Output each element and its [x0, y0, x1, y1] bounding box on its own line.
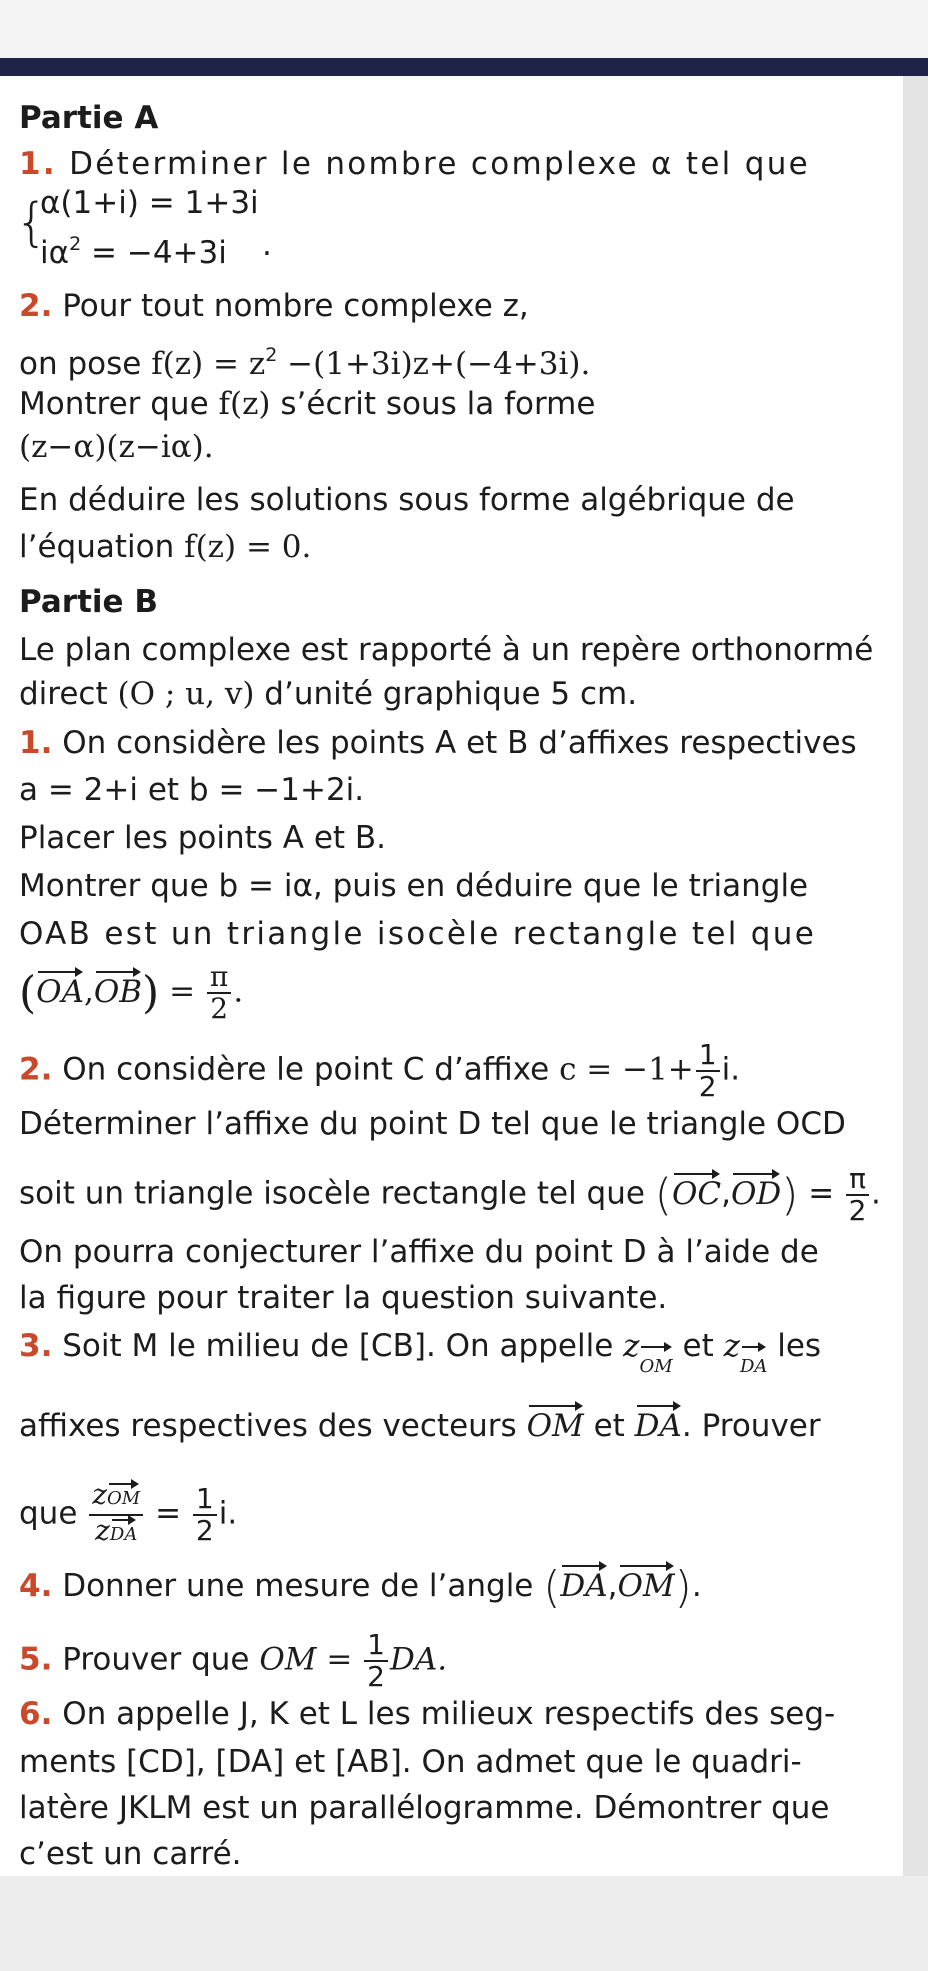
b-q3-text1: Soit M le milieu de [CB]. On appelle — [62, 1328, 624, 1364]
fraction-half — [696, 1040, 720, 1102]
b-q3-number: 3. — [19, 1328, 53, 1364]
vector-da: DA — [560, 1562, 607, 1606]
a-q1-number: 1. — [19, 146, 57, 182]
a-q2-text3b: s’écrit sous la forme — [270, 386, 596, 422]
frac-num: 1 — [696, 1040, 720, 1072]
b-q2-line1 — [19, 1040, 740, 1102]
z-symbol: z — [723, 1328, 740, 1364]
paren-close: ) — [142, 967, 160, 1019]
b-q5-da: DA. — [390, 1641, 448, 1678]
b-q5-line — [19, 1630, 447, 1692]
b-q3-et2: et — [583, 1408, 635, 1444]
system-eq2-left: iα — [40, 235, 70, 271]
b-q1-text1: On considère les points A et B d’affixes respectives — [62, 725, 857, 761]
frac-den: 2 — [195, 1514, 214, 1547]
partie-a-title: Partie A — [19, 100, 159, 136]
fraction-pi-2 — [207, 962, 231, 1024]
vector-oa: OA — [36, 968, 84, 1012]
b-q3-et: et — [672, 1328, 724, 1364]
paren-open: ( — [543, 1562, 561, 1613]
b-q3-line2 — [19, 1402, 821, 1446]
a-q2-line2 — [19, 335, 590, 384]
a-q2-text3a: Montrer que — [19, 386, 219, 422]
system-brace: { — [15, 193, 49, 253]
frac-den: 2 — [210, 992, 229, 1025]
b-q3-line3: que $\frac{\text{zOM}}{\text{zDA}}$ = $\frac{1}{2}$ i. — [19, 1480, 237, 1550]
frac-num: π — [207, 962, 231, 994]
b-q2-line5: la figure pour traiter la question suivante. — [19, 1280, 668, 1316]
vector-oc: OC — [672, 1170, 721, 1214]
b-q3-les: les — [767, 1328, 822, 1364]
b-q2-line2: Déterminer l’affixe du point D tel que le triangle OCD — [19, 1106, 846, 1142]
b-q1-line2: a = 2+i et b = −1+2i. — [19, 772, 365, 808]
a-q2-line6 — [19, 527, 311, 567]
b-q5-om: OM = — [259, 1641, 363, 1678]
a-q2-line3 — [19, 384, 595, 424]
a-q2-exp: 2 — [265, 344, 278, 366]
b-q6-line2: ments [CD], [DA] et [AB]. On admet que le quadri- — [19, 1744, 802, 1780]
b-q1-line3: Placer les points A et B. — [19, 820, 387, 856]
fraction-half — [193, 1484, 217, 1546]
vector-om: OM — [527, 1402, 584, 1446]
a-q2-fz: f(z) = z — [151, 346, 266, 382]
b-q4-text: Donner une mesure de l’angle — [62, 1568, 544, 1604]
partie-b-title: Partie B — [19, 584, 158, 620]
frac-num: 1 — [193, 1484, 217, 1516]
bottom-margin — [0, 1876, 928, 1971]
vector-od: OD — [731, 1170, 781, 1214]
b-intro-frame: (O ; u, v) — [117, 676, 255, 712]
vector-da: DA — [635, 1402, 682, 1446]
b-q6-line1 — [19, 1694, 835, 1734]
b-q2-affix: c = −1+ — [559, 1051, 694, 1088]
b-q4-line: 4. Donner une mesure de l’angle (DA,OM). — [19, 1562, 702, 1613]
subscript-om: OM — [639, 1343, 672, 1387]
a-q2-fz2: f(z) — [218, 386, 271, 422]
a-q1 — [19, 144, 810, 184]
a-q2-text2: on pose — [19, 346, 152, 382]
system-eq2-right: = −4+3i — [81, 235, 227, 271]
b-q6-line4: c’est un carré. — [19, 1836, 242, 1872]
paren-open: ( — [654, 1169, 672, 1221]
paren-close: ) — [781, 1169, 799, 1221]
a-q2-equation: f(z) = 0. — [184, 529, 312, 565]
a-q2-text1: Pour tout nombre complexe z, — [62, 288, 529, 324]
system-eq2 — [40, 224, 227, 273]
b-q4-number: 4. — [19, 1568, 53, 1604]
b-q3-text2: affixes respectives des vecteurs — [19, 1408, 527, 1444]
b-q5-text: Prouver que — [62, 1641, 260, 1678]
a-q2-line1 — [19, 286, 529, 326]
b-q5-number: 5. — [19, 1641, 53, 1678]
a-q2-poly: −(1+3i)z+(−4+3i). — [277, 346, 591, 382]
a-q2-line5: En déduire les solutions sous forme algébrique de — [19, 482, 795, 518]
b-q1-line5: OAB est un triangle isocèle rectangle tel que — [19, 916, 817, 952]
b-q6-number: 6. — [19, 1696, 53, 1732]
page-edge-shadow — [903, 76, 928, 1876]
header-bar — [0, 58, 928, 76]
subscript-da: DA — [110, 1516, 137, 1550]
system-dot: . — [262, 227, 272, 263]
frac-den: 2 — [367, 1660, 385, 1693]
b-q6-line3: latère JKLM est un parallélogramme. Démontrer que — [19, 1790, 830, 1826]
b-q3-prouver: . Prouver — [681, 1408, 821, 1444]
b-q3-que: que — [19, 1495, 88, 1532]
frac-den: 2 — [848, 1194, 867, 1227]
subscript-om: OM — [107, 1480, 140, 1514]
paren-close: ) — [674, 1562, 692, 1613]
vector-ob: OB — [94, 968, 142, 1012]
frac-den: zDA — [89, 1516, 143, 1550]
b-q1-line4: Montrer que b = iα, puis en déduire que le triangle — [19, 868, 809, 904]
b-intro-line2 — [19, 674, 637, 714]
b-q2-text1: On considère le point C d’affixe — [62, 1051, 560, 1088]
frac-num: 1 — [364, 1630, 388, 1662]
a-q2-number: 2. — [19, 288, 53, 324]
paren-open: ( — [19, 967, 37, 1019]
top-margin — [0, 0, 928, 58]
b-q1-number: 1. — [19, 725, 53, 761]
b-q1-line6: (OA,OB) = $\frac{\pi}{2}$ . — [19, 960, 244, 1025]
b-q1-line1 — [19, 723, 857, 763]
b-q3-i: i. — [218, 1495, 238, 1532]
vector-om: OM — [618, 1562, 675, 1606]
system-eq1: α(1+i) = 1+3i — [40, 185, 259, 221]
b-q3-line1 — [19, 1326, 821, 1387]
b-q6-text1: On appelle J, K et L les milieux respectifs des seg- — [62, 1696, 836, 1732]
b-intro-line1: Le plan complexe est rapporté à un repère orthonormé — [19, 632, 874, 668]
b-q2-number: 2. — [19, 1051, 53, 1088]
b-q2-line4: On pourra conjecturer l’affixe du point D à l’aide de — [19, 1234, 819, 1270]
b-intro-text2b: d’unité graphique 5 cm. — [254, 676, 638, 712]
b-intro-text2a: direct — [19, 676, 118, 712]
a-q2-text6: l’équation — [19, 529, 185, 565]
system-eq2-exp: 2 — [69, 233, 82, 255]
b-q2-line3: soit un triangle isocèle rectangle tel que (OC,OD) = $\frac{\pi}{2}$ . — [19, 1162, 881, 1227]
frac-num: zOM — [89, 1480, 143, 1516]
fraction-z-ratio — [89, 1480, 143, 1550]
a-q2-line4: (z−α)(z−iα). — [19, 429, 214, 465]
a-q1-text: Déterminer le nombre complexe α tel que — [69, 146, 811, 182]
frac-den: 2 — [698, 1070, 717, 1103]
b-q2-text3: soit un triangle isocèle rectangle tel que — [19, 1175, 655, 1212]
frac-num: π — [846, 1164, 869, 1196]
subscript-da: DA — [740, 1343, 767, 1387]
fraction-half — [364, 1630, 388, 1692]
fraction-pi-2 — [846, 1164, 869, 1226]
b-q2-i: i. — [721, 1051, 741, 1088]
z-symbol: z — [623, 1328, 640, 1364]
